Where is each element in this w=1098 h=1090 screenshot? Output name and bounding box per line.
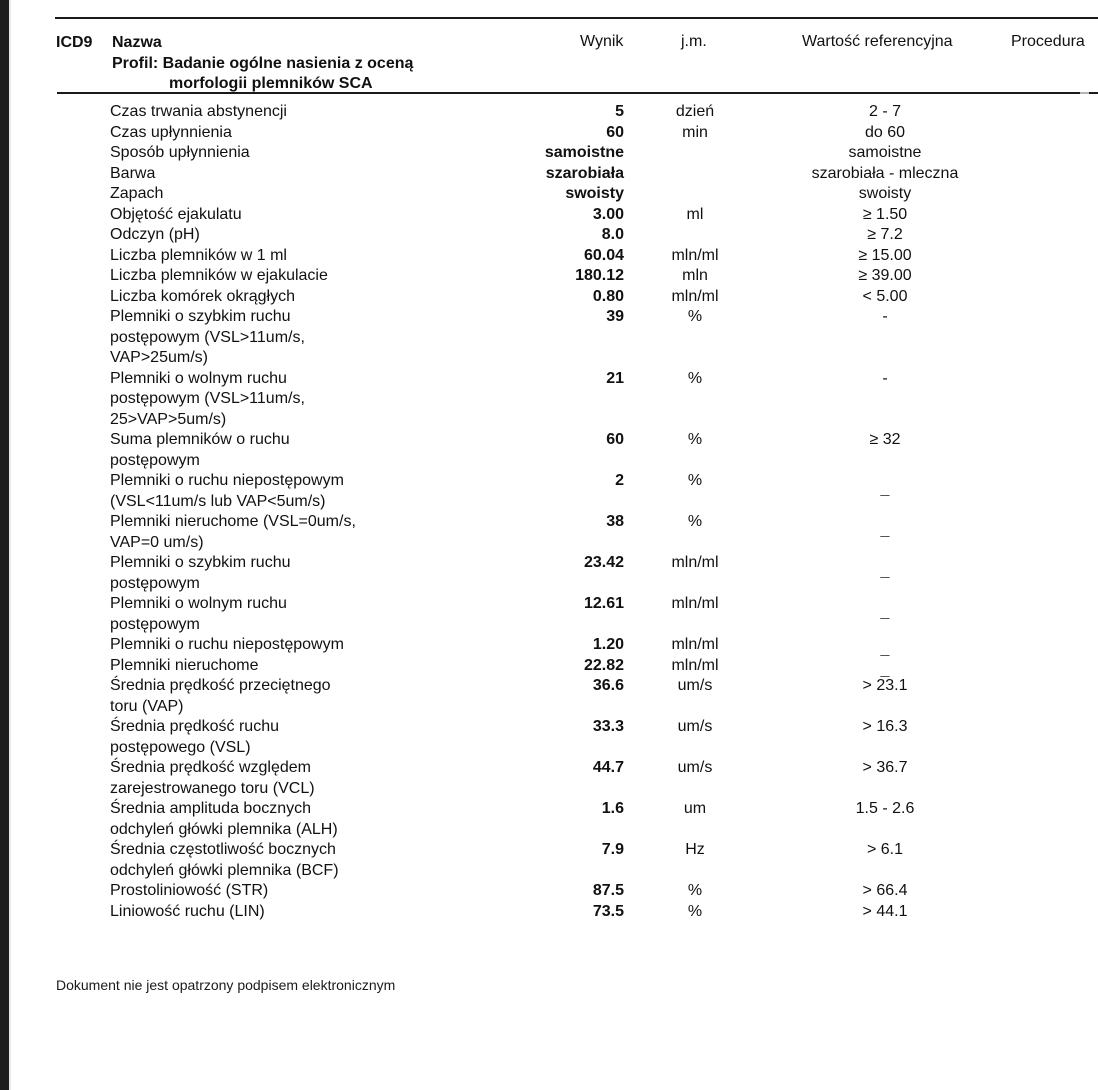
test-name-line: Plemniki nieruchome (VSL=0um/s, — [110, 513, 356, 530]
test-name — [110, 123, 450, 144]
header-bottom-rule — [57, 92, 1098, 94]
test-name-line: Czas upłynnienia — [110, 123, 232, 141]
test-name-line: (VSL<11um/s lub VAP<5um/s) — [110, 492, 326, 510]
test-name — [110, 635, 450, 656]
test-name-line: Barwa — [110, 164, 156, 182]
test-name-line: Liczba plemników w 1 ml — [110, 246, 287, 264]
test-name-line: postępowego (VSL) — [110, 738, 251, 756]
result-unit: ml — [686, 205, 704, 223]
reference-range: _ — [880, 521, 890, 538]
result-value: 38 — [606, 513, 624, 530]
reference-range: _ — [880, 480, 890, 497]
result-value: 36.6 — [592, 677, 624, 694]
result-unit: % — [687, 472, 703, 489]
test-name-line: postępowym — [110, 451, 200, 469]
test-name — [110, 430, 450, 471]
result-unit: % — [687, 902, 703, 920]
test-name-line: Średnia prędkość ruchu — [110, 718, 279, 735]
column-header-result: Wynik — [580, 33, 624, 50]
result-unit: um/s — [677, 759, 713, 776]
table-row — [0, 143, 1098, 164]
test-name-line: Liczba komórek okrągłych — [110, 287, 295, 305]
test-name-line: Średnia amplituda bocznych — [110, 800, 312, 817]
table-row — [0, 799, 1098, 840]
table-row — [0, 205, 1098, 226]
reference-range: - — [882, 308, 888, 325]
test-name-line: postępowym — [110, 574, 200, 592]
table-row — [0, 902, 1098, 923]
table-row — [0, 512, 1098, 553]
reference-range: ≥ 39.00 — [858, 267, 912, 284]
test-name-line: odchyleń główki plemnika (BCF) — [110, 861, 339, 879]
test-name — [110, 307, 450, 369]
table-row — [0, 553, 1098, 594]
result-unit: um/s — [677, 718, 713, 735]
profile-title-line1: Profil: Badanie ogólne nasienia z oceną — [112, 55, 414, 72]
test-name-line: toru (VAP) — [110, 697, 184, 715]
result-value: 1.20 — [592, 636, 624, 653]
reference-range: > 6.1 — [866, 841, 904, 858]
result-value: 60.04 — [583, 246, 624, 264]
column-header-reference: Wartość referencyjna — [802, 33, 953, 50]
reference-range: _ — [880, 562, 890, 579]
result-unit: mln/ml — [671, 656, 719, 674]
test-name-line: 25>VAP>5um/s) — [110, 410, 227, 428]
test-name-line: Zapach — [110, 185, 164, 202]
column-header-name: Nazwa — [112, 34, 162, 51]
result-unit: dzień — [675, 103, 715, 120]
table-row — [0, 307, 1098, 369]
reference-range: ≥ 1.50 — [862, 205, 908, 223]
result-unit: % — [687, 369, 703, 387]
table-row — [0, 287, 1098, 308]
test-name — [110, 594, 450, 635]
test-name — [110, 205, 450, 226]
result-value: 33.3 — [592, 718, 624, 735]
test-name-line: postępowym — [110, 615, 200, 633]
result-value: 7.9 — [601, 841, 624, 858]
table-row — [0, 635, 1098, 656]
test-name — [110, 902, 450, 923]
test-name-line: postępowym (VSL>11um/s, — [110, 328, 305, 346]
result-value: 21 — [606, 369, 624, 387]
table-row — [0, 840, 1098, 881]
result-unit: um/s — [677, 677, 713, 694]
column-header-icd9: ICD9 — [56, 34, 93, 51]
test-name — [110, 266, 450, 287]
test-name — [110, 717, 450, 758]
column-header-unit: j.m. — [681, 33, 707, 50]
result-value: 180.12 — [575, 267, 624, 284]
result-value: 60 — [606, 123, 624, 141]
table-row — [0, 369, 1098, 431]
test-name — [110, 164, 450, 185]
reference-range: szarobiała - mleczna — [811, 164, 959, 182]
result-unit: % — [687, 513, 703, 530]
test-name — [110, 143, 450, 164]
table-row — [0, 430, 1098, 471]
test-name — [110, 799, 450, 840]
reference-range: 2 - 7 — [868, 103, 901, 120]
result-value: 60 — [606, 431, 624, 448]
test-name-line: Plemniki o wolnym ruchu — [110, 369, 287, 387]
results-table — [0, 102, 1098, 922]
test-name-line: Plemniki o ruchu niepostępowym — [110, 472, 344, 489]
result-value: szarobiała — [545, 164, 624, 182]
table-row — [0, 656, 1098, 677]
table-row — [0, 246, 1098, 267]
test-name-line: Plemniki nieruchome — [110, 656, 259, 674]
result-unit: % — [687, 308, 703, 325]
result-value: swoisty — [565, 185, 624, 202]
reference-range: > 66.4 — [862, 882, 908, 899]
result-unit: mln — [682, 267, 708, 284]
result-value: 23.42 — [583, 554, 624, 571]
result-value: 8.0 — [601, 226, 624, 243]
result-unit: mln/ml — [671, 287, 719, 305]
table-row — [0, 266, 1098, 287]
reference-range: do 60 — [864, 123, 906, 141]
test-name — [110, 102, 450, 123]
table-row — [0, 184, 1098, 205]
test-name — [110, 758, 450, 799]
result-value: 39 — [606, 308, 624, 325]
reference-range: > 36.7 — [862, 759, 908, 776]
test-name-line: Odczyn (pH) — [110, 226, 200, 243]
test-name-line: VAP>25um/s) — [110, 349, 208, 366]
test-name-line: Czas trwania abstynencji — [110, 103, 287, 120]
table-row — [0, 758, 1098, 799]
result-value: samoistne — [544, 144, 624, 161]
result-unit: % — [687, 882, 703, 899]
test-name — [110, 881, 450, 902]
table-row — [0, 594, 1098, 635]
header-top-rule — [55, 17, 1098, 19]
test-name — [110, 369, 450, 431]
result-value: 2 — [615, 472, 624, 489]
test-name — [110, 512, 450, 553]
reference-range: _ — [880, 640, 890, 657]
profile-title-line2: morfologii plemników SCA — [169, 75, 373, 92]
column-header-procedure: Procedura — [1011, 33, 1085, 50]
header-rule-gap — [1080, 92, 1089, 94]
result-unit: um — [683, 800, 707, 817]
result-unit: mln/ml — [671, 595, 719, 612]
test-name-line: zarejestrowanego toru (VCL) — [110, 779, 315, 797]
table-row — [0, 676, 1098, 717]
result-value: 0.80 — [592, 287, 624, 305]
reference-range: - — [882, 369, 888, 387]
result-value: 3.00 — [592, 205, 624, 223]
reference-range: ≥ 32 — [869, 431, 901, 448]
test-name-line: postępowym (VSL>11um/s, — [110, 390, 305, 407]
test-name-line: Sposób upłynnienia — [110, 144, 250, 161]
reference-range: swoisty — [858, 185, 912, 202]
test-name-line: Objętość ejakulatu — [110, 205, 242, 223]
result-unit: mln/ml — [671, 246, 719, 264]
reference-range: < 5.00 — [862, 287, 908, 305]
result-unit: mln/ml — [671, 554, 719, 571]
table-row — [0, 225, 1098, 246]
result-value: 1.6 — [601, 800, 624, 817]
reference-range: _ — [880, 603, 890, 620]
table-row — [0, 123, 1098, 144]
test-name — [110, 246, 450, 267]
table-row — [0, 471, 1098, 512]
test-name — [110, 184, 450, 205]
reference-range: samoistne — [848, 144, 922, 161]
test-name-line: odchyleń główki plemnika (ALH) — [110, 820, 338, 838]
test-name-line: Suma plemników o ruchu — [110, 431, 290, 448]
result-value: 87.5 — [592, 882, 624, 899]
test-name-line: Prostoliniowość (STR) — [110, 882, 269, 899]
test-name-line: Plemniki o ruchu niepostępowym — [110, 636, 344, 653]
result-unit: min — [682, 123, 708, 141]
test-name-line: Liczba plemników w ejakulacie — [110, 267, 328, 284]
test-name — [110, 553, 450, 594]
result-unit: Hz — [685, 841, 705, 858]
reference-range: ≥ 15.00 — [858, 246, 912, 264]
test-name-line: Liniowość ruchu (LIN) — [110, 902, 265, 920]
test-name-line: Plemniki o szybkim ruchu — [110, 308, 291, 325]
signature-note: Dokument nie jest opatrzony podpisem elektronicznym — [56, 977, 396, 993]
reference-range: > 16.3 — [862, 718, 908, 735]
test-name-line: Średnia częstotliwość bocznych — [110, 841, 336, 858]
test-name — [110, 656, 450, 677]
test-name-line: VAP=0 um/s) — [110, 533, 204, 551]
test-name — [110, 840, 450, 881]
test-name-line: Plemniki o wolnym ruchu — [110, 595, 287, 612]
test-name — [110, 676, 450, 717]
test-name — [110, 287, 450, 308]
table-row — [0, 717, 1098, 758]
reference-range: > 23.1 — [862, 677, 908, 694]
reference-range: ≥ 7.2 — [867, 226, 903, 243]
test-name — [110, 471, 450, 512]
test-name — [110, 225, 450, 246]
result-value: 73.5 — [592, 902, 624, 920]
table-row — [0, 881, 1098, 902]
reference-range: > 44.1 — [862, 902, 908, 920]
result-unit: % — [687, 431, 703, 448]
result-value: 22.82 — [583, 656, 624, 674]
result-value: 44.7 — [592, 759, 624, 776]
table-row — [0, 102, 1098, 123]
test-name-line: Średnia prędkość względem — [110, 759, 311, 776]
result-value: 5 — [615, 103, 624, 120]
reference-range: 1.5 - 2.6 — [855, 800, 915, 817]
reference-range: _ — [880, 660, 890, 678]
test-name-line: Średnia prędkość przeciętnego — [110, 677, 331, 694]
table-row — [0, 164, 1098, 185]
test-name-line: Plemniki o szybkim ruchu — [110, 554, 291, 571]
result-value: 12.61 — [583, 595, 624, 612]
result-unit: mln/ml — [671, 636, 719, 653]
